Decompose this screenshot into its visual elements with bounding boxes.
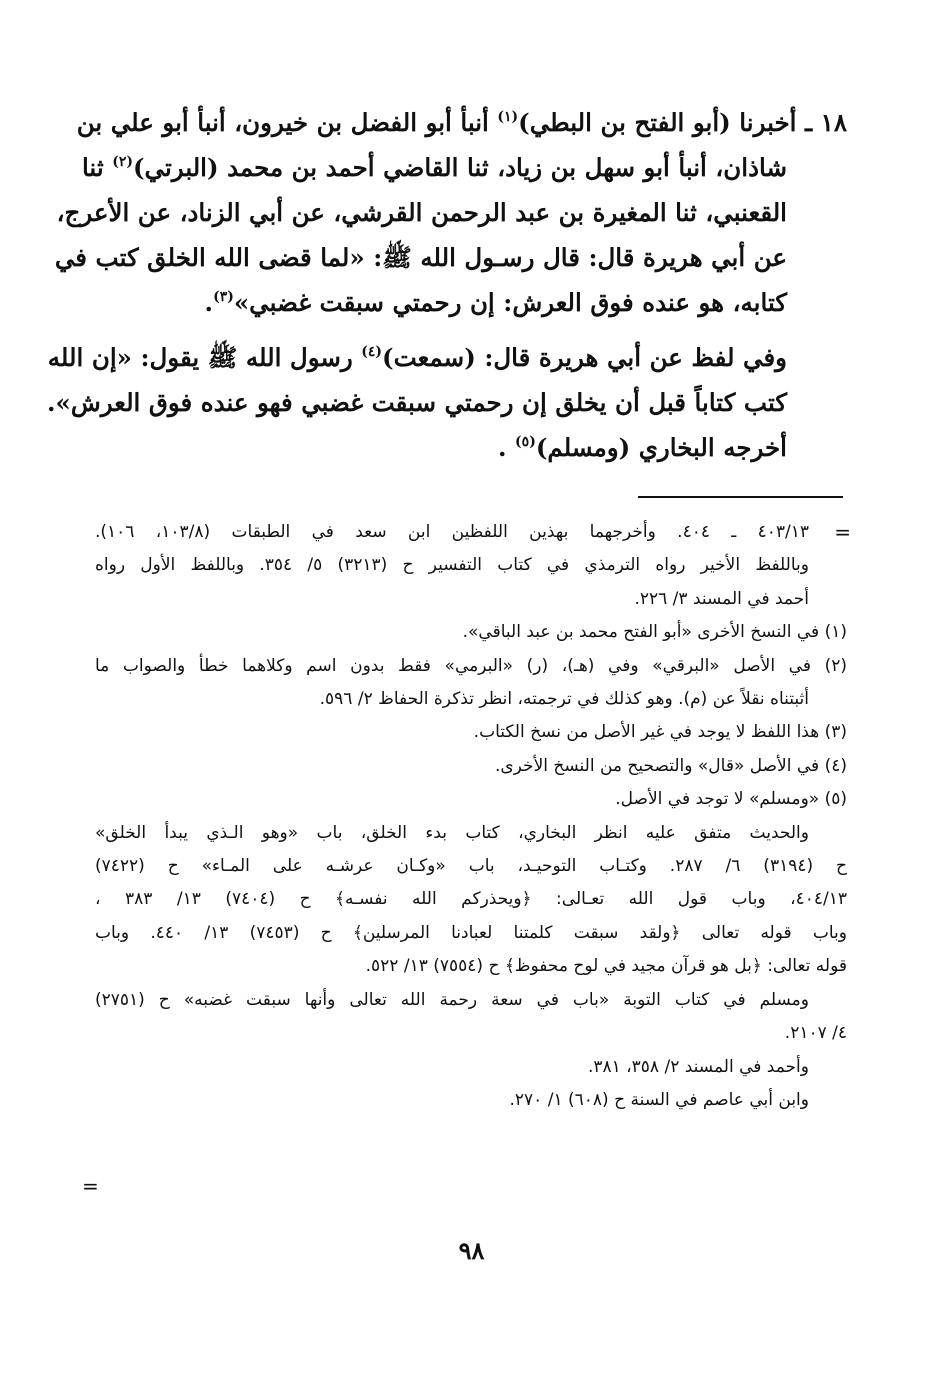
- footnote-ref-5[interactable]: (٥): [515, 434, 536, 450]
- text-run: .: [497, 433, 516, 462]
- footnote-ref-1[interactable]: (١): [497, 109, 519, 125]
- footnote-1: (١) في النسخ الأخرى «أبو الفتح محمد بن عبد الباقي».: [462, 622, 847, 643]
- text-run: وفي لفظ عن أبي هريرة قال: (سمعت): [382, 343, 787, 372]
- footnote-line: قوله تعالى: ﴿بل هو قرآن مجيد في لوح محفوظ﴾ ح (٧٥٥٤) ١٣/ ٥٢٢.: [365, 956, 847, 977]
- footnote-line: وباللفظ الأخير رواه الترمذي في كتاب التفسير ح (٣٢١٣) ٥/ ٣٥٤. وباللفظ الأول رواه: [95, 555, 809, 576]
- main-text: [46, 100, 847, 470]
- footnote-3: (٣) هذا اللفظ لا يوجد في غير الأصل من نسخ الكتاب.: [473, 722, 847, 743]
- footnote-line: ٤/ ٢١٠٧.: [784, 1023, 847, 1044]
- footnote-5: (٥) «ومسلم» لا توجد في الأصل.: [615, 789, 847, 810]
- footnotes: [95, 516, 847, 1117]
- footnote-line: أحمد في المسند ٣/ ٢٢٦.: [634, 588, 809, 609]
- text-run: كتابه، هو عنده فوق العرش: إن رحمتي سبقت غضبي»: [233, 288, 787, 317]
- text-line: القعنبي، ثنا المغيرة بن عبد الرحمن القرشي، عن أبي الزناد، عن الأعرج،: [56, 198, 787, 227]
- text-run: أنبأ أبو الفضل بن خيرون، أنبأ أبو علي بن: [76, 108, 498, 137]
- text-run: أخرجه البخاري (ومسلم): [535, 433, 787, 462]
- continued-mark: =: [82, 1174, 99, 1198]
- text-line: [81, 145, 847, 190]
- text-run: شاذان، أنبأ أبو سهل بن زياد، ثنا القاضي أحمد بن محمد (البرتي): [132, 153, 787, 182]
- text-line: عن أبي هريرة قال: قال رسـول الله ﷺ: «لما قضى الله الخلق كتب في: [54, 243, 787, 272]
- footnote-line: وأحمد في المسند ٢/ ٣٥٨، ٣٨١.: [587, 1056, 809, 1077]
- text-line: [47, 335, 847, 380]
- text-line: [76, 100, 847, 145]
- footnote-line: ح (٣١٩٤) ٦/ ٢٨٧. وكتـاب التوحيـد، باب «وكـان عرشـه على المـاء» ح (٧٤٢٢): [95, 856, 847, 877]
- text-run: .: [204, 288, 214, 317]
- continuation-mark: =: [834, 520, 851, 544]
- footnote-line: ٤٠٤/١٣، وباب قول الله تعـالى: ﴿ويحذركم الله نفسـه﴾ ح (٧٤٠٤) ١٣/ ٣٨٣ ،: [95, 889, 847, 910]
- text-line: [95, 280, 847, 325]
- text-run: ثنا: [81, 153, 113, 182]
- footnote-line: ٤٠٣/١٣ ـ ٤٠٤. وأخرجهما بهذين اللفظين ابن سعد في الطبقات (١٠٣/٨، ١٠٦).: [95, 522, 810, 542]
- footnote-2: (٢) في الأصل «البرقي» وفي (هـ)، (ر) «البرمي» فقط بدون اسم وكلاهما خطأ والصواب ما: [95, 655, 847, 676]
- footnote-separator: [638, 496, 843, 498]
- text-line: [95, 425, 847, 470]
- footnote-4: (٤) في الأصل «قال» والتصحيح من النسخ الأخرى.: [494, 755, 847, 776]
- footnote-line: وابن أبي عاصم في السنة ح (٦٠٨) ١/ ٢٧٠.: [509, 1089, 809, 1110]
- variant-wording-paragraph: [46, 335, 847, 470]
- text-run: رسول الله ﷺ يقول: «إن الله: [47, 343, 362, 372]
- footnote-line: ومسلم في كتاب التوبة «باب في سعة رحمة الله تعالى وأنها سبقت غضبه» ح (٢٧٥١): [95, 989, 809, 1010]
- text-run: ١٨ ـ أخبرنا (أبو الفتح بن البطي): [518, 108, 847, 137]
- footnote-line: وباب قوله تعالى ﴿ولقد سبقت كلمتنا لعبادنا المرسلين﴾ ح (٧٤٥٣) ١٣/ ٤٤٠. وباب: [95, 922, 847, 943]
- footnote-ref-4[interactable]: (٤): [361, 344, 383, 360]
- hadith-paragraph-18: [54, 100, 847, 325]
- page-number: ٩٨: [458, 1236, 485, 1265]
- footnote-line: والحديث متفق عليه انظر البخاري، كتاب بدء الخلق، باب «وهو الـذي يبدأ الخلق»: [95, 822, 809, 843]
- footnote-line: أثبتناه نقلاً عن (م). وهو كذلك في ترجمته، انظر تذكرة الحفاظ ٢/ ٥٩٦.: [319, 689, 809, 710]
- footnote-ref-2[interactable]: (٢): [112, 154, 133, 170]
- footnote-ref-3[interactable]: (٣): [213, 289, 234, 305]
- text-line: كتب كتاباً قبل أن يخلق إن رحمتي سبقت غضبي فهو عنده فوق العرش».: [46, 388, 787, 417]
